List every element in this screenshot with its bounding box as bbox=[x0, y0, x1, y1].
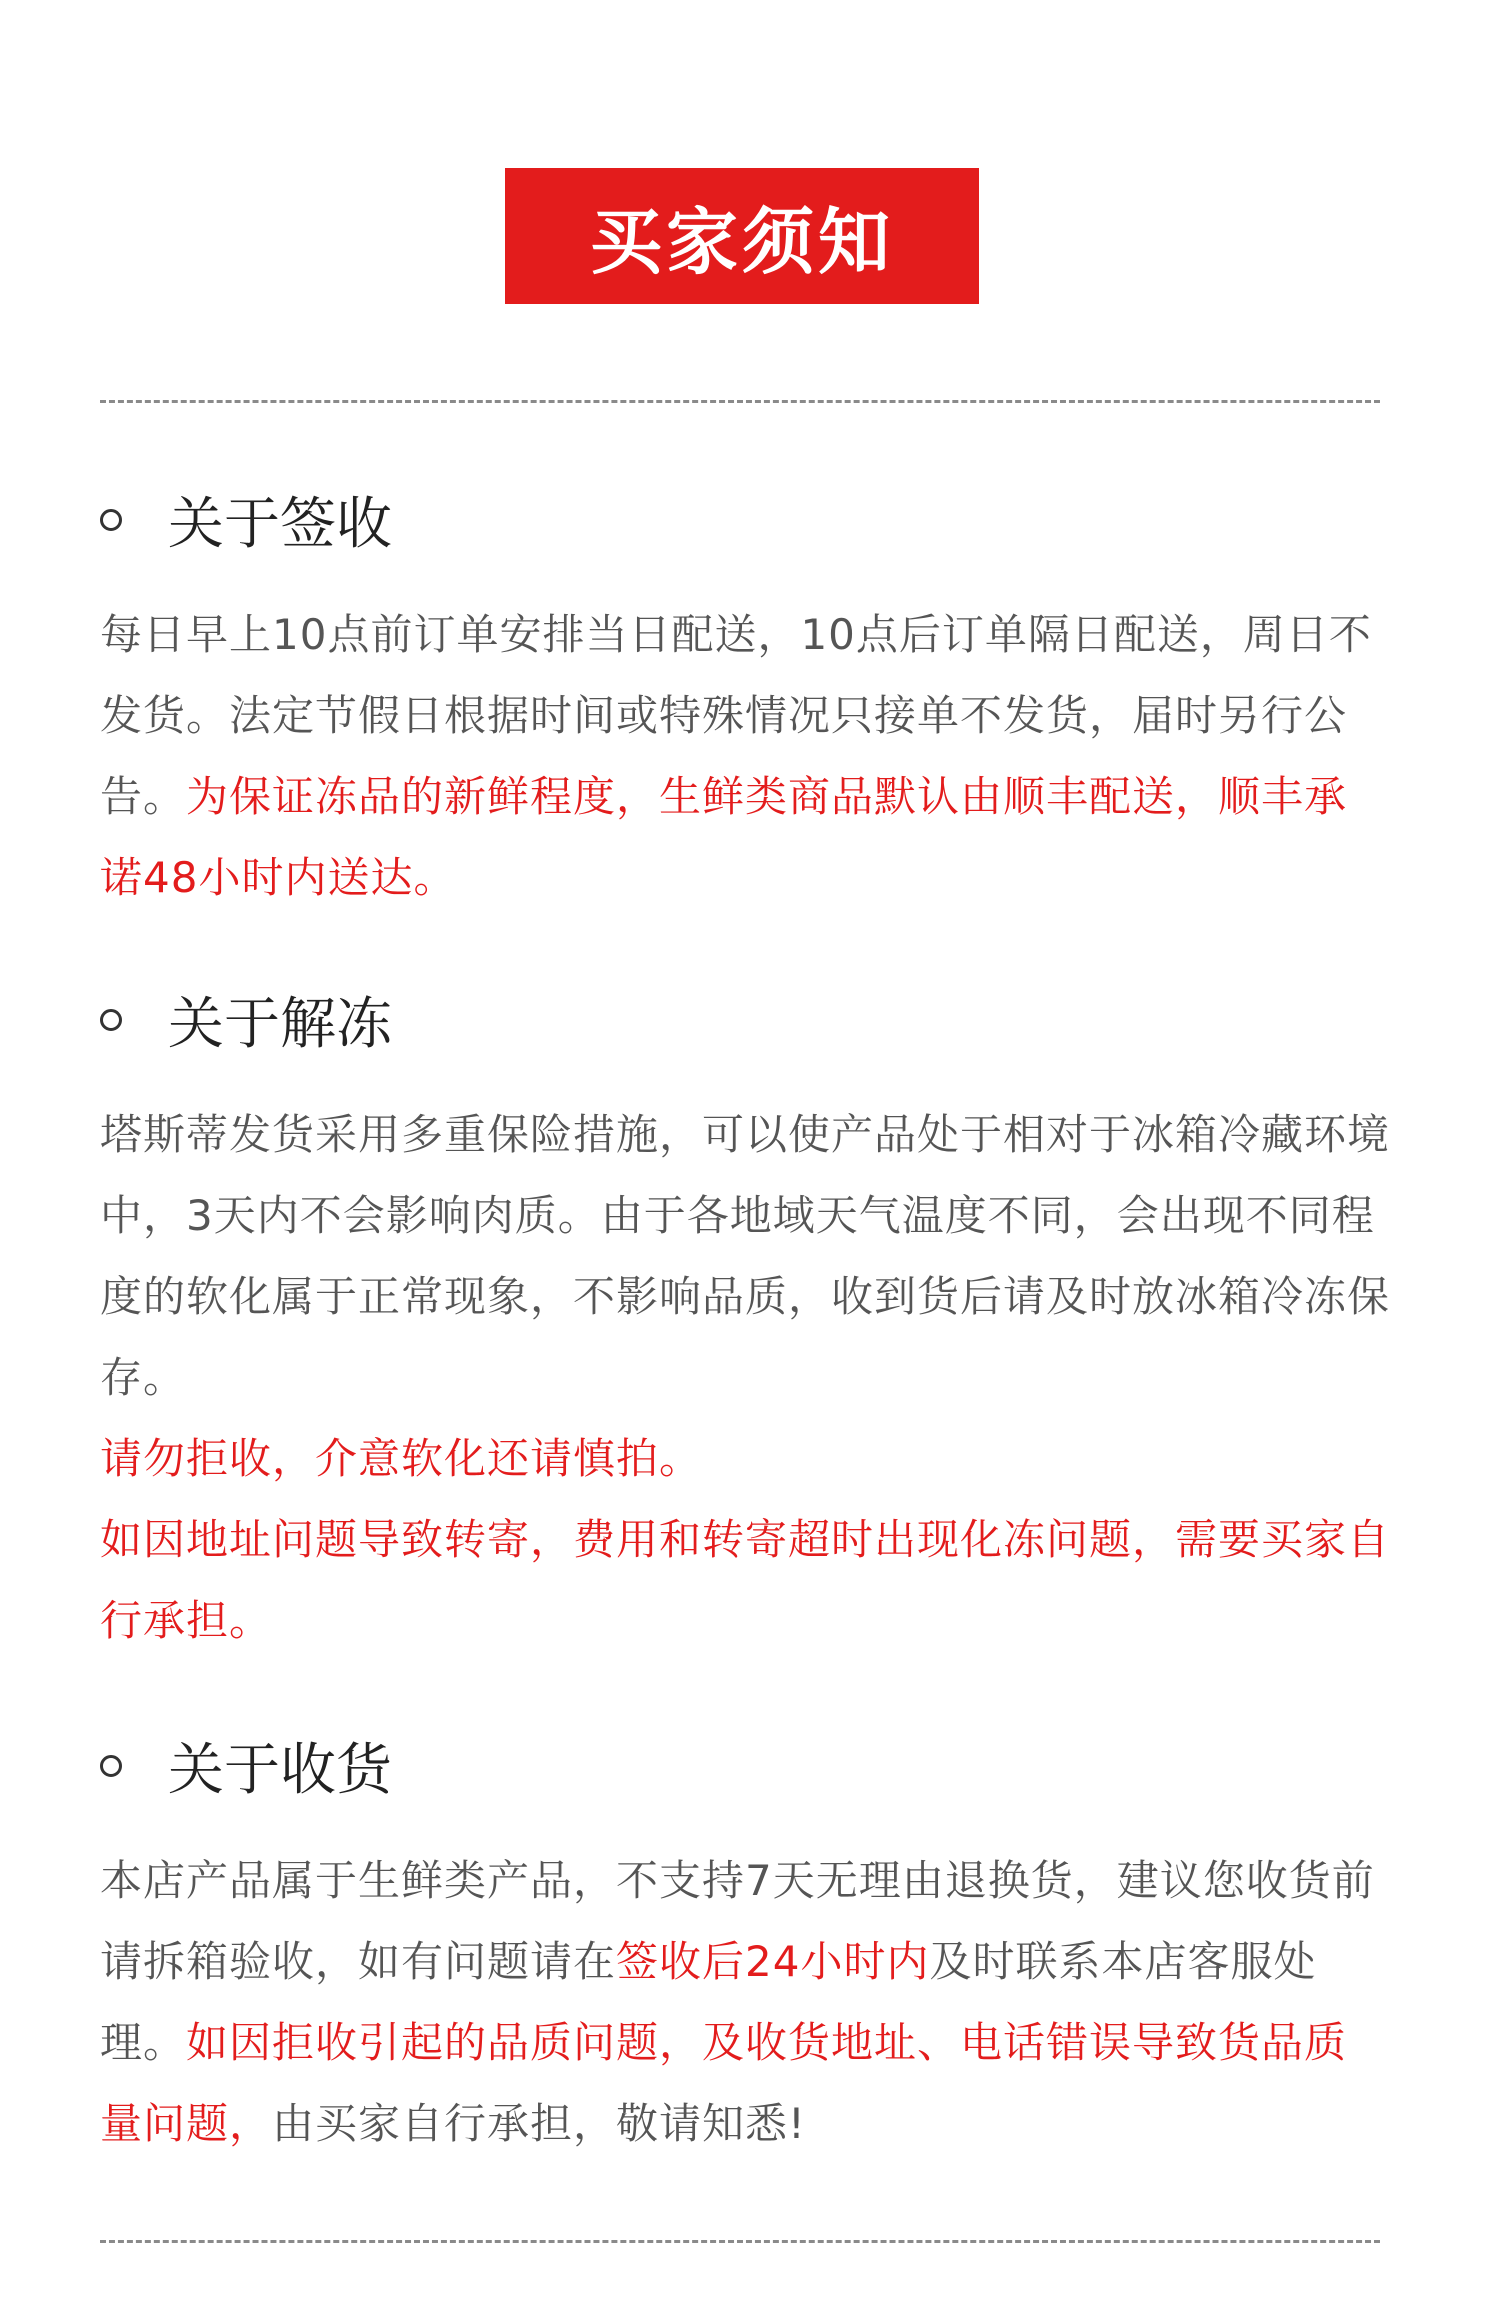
paragraph-text: 塔斯蒂发货采用多重保险措施，可以使产品处于相对于冰箱冷藏环境中，3天内不会影响肉质。由于各地域天气温度不同，会出现不同程度的软化属于正常现象，不影响品质，收到货后请及时放冰箱冷冻保存。 bbox=[100, 1110, 1391, 1402]
page-title: 买家须知 bbox=[589, 200, 894, 284]
section-sign-receipt bbox=[100, 480, 1390, 918]
paragraph-highlight: 如因地址问题导致转寄，费用和转寄超时出现化冻问题，需要买家自行承担。 bbox=[100, 1515, 1391, 1645]
section-paragraph bbox=[100, 1094, 1390, 1661]
section-heading bbox=[100, 1726, 1390, 1806]
title-banner bbox=[505, 168, 979, 304]
paragraph-highlight: 如因拒收引起的品质问题，及收货地址、电话错误导致货品质量问题， bbox=[100, 2018, 1348, 2148]
section-heading-text: 关于收货 bbox=[168, 1738, 392, 1803]
paragraph-text: 本店产品属于生鲜类产品，不支持7天无理由退换货，建议您收货前请拆箱验收，如有问题请在 bbox=[100, 1856, 1375, 1986]
section-heading bbox=[100, 980, 1390, 1060]
paragraph-highlight: 请勿拒收，介意软化还请慎拍。 bbox=[100, 1434, 703, 1483]
paragraph-text: 每日早上10点前订单安排当日配送，10点后订单隔日配送，周日不发货。法定节假日根据时间或特殊情况只接单不发货，届时另行公告。 bbox=[100, 610, 1372, 821]
section-heading bbox=[100, 480, 1390, 560]
section-paragraph bbox=[100, 594, 1390, 918]
paragraph-highlight: 签收后24小时内 bbox=[616, 1937, 930, 1986]
circle-bullet-icon bbox=[100, 1009, 122, 1031]
section-receive-goods bbox=[100, 1726, 1390, 2164]
section-heading-text: 关于签收 bbox=[168, 492, 392, 557]
section-heading-text: 关于解冻 bbox=[168, 992, 392, 1057]
paragraph-highlight: 为保证冻品的新鲜程度，生鲜类商品默认由顺丰配送，顺丰承诺48小时内送达。 bbox=[100, 772, 1348, 902]
divider-bottom bbox=[100, 2240, 1380, 2243]
section-thaw bbox=[100, 980, 1390, 1661]
circle-bullet-icon bbox=[100, 1755, 122, 1777]
paragraph-text: 由买家自行承担，敬请知悉! bbox=[272, 2099, 806, 2148]
paragraph-text: 及时联系本店客服处理。 bbox=[100, 1937, 1317, 2067]
section-paragraph bbox=[100, 1840, 1390, 2164]
circle-bullet-icon bbox=[100, 509, 122, 531]
divider-top bbox=[100, 400, 1380, 403]
